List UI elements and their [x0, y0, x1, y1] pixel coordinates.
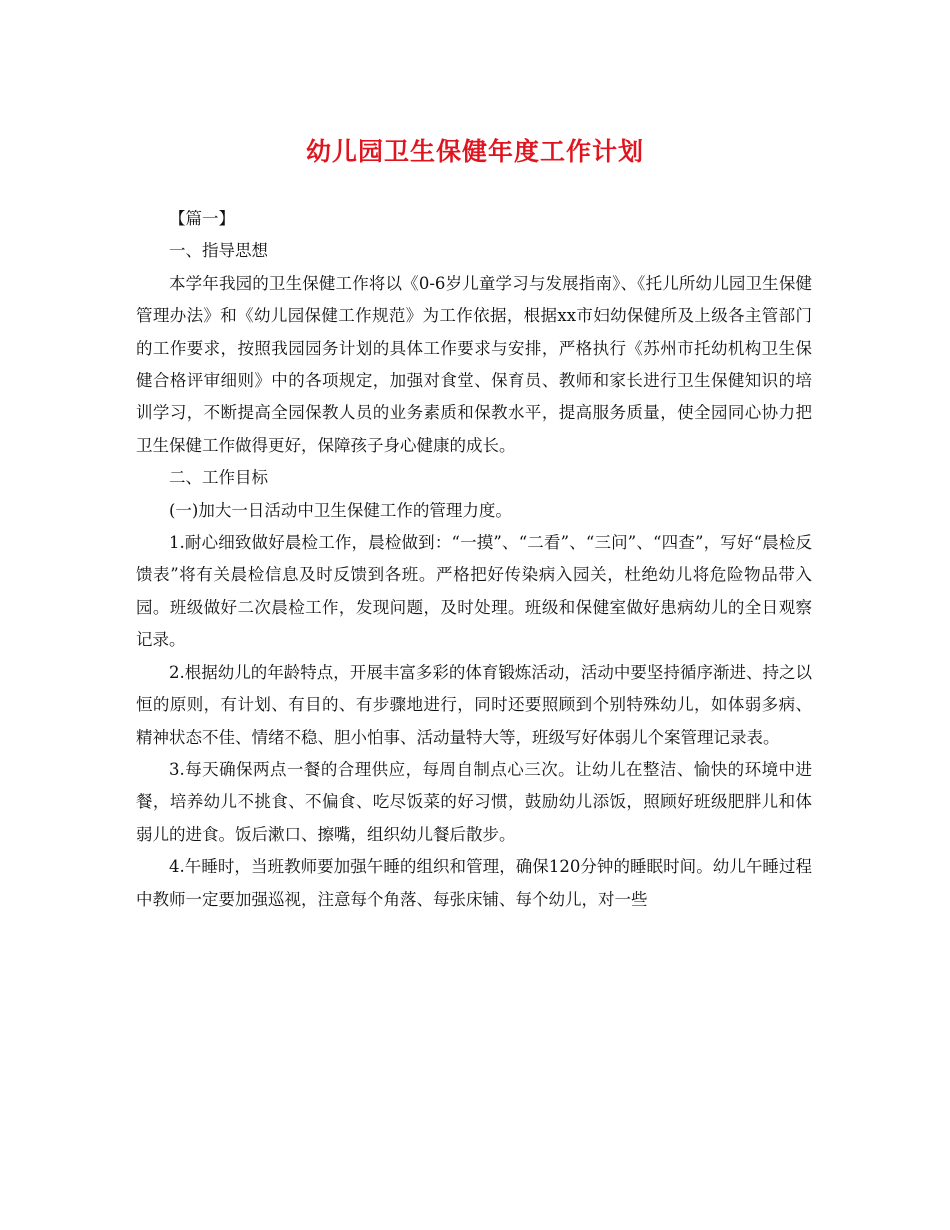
paragraph-item-4: 4.午睡时，当班教师要加强午睡的组织和管理，确保120分钟的睡眠时间。幼儿午睡过程中教师一定要加强巡视，注意每个角落、每张床铺、每个幼儿，对一些 — [136, 857, 812, 909]
paragraph-item-2: 2.根据幼儿的年龄特点，开展丰富多彩的体育锻炼活动，活动中要坚持循序渐进、持之以恒的原则，有计划、有目的、有步骤地进行，同时还要照顾到个别特殊幼儿，如体弱多病、精神状态不佳、情绪不稳、胆小怕事、活动量特大等，班级写好体弱儿个案管理记录表。 — [136, 662, 812, 747]
paragraph-item-3: 3.每天确保两点一餐的合理供应，每周自制点心三次。让幼儿在整洁、愉快的环境中进餐，培养幼儿不挑食、不偏食、吃尽饭菜的好习惯，鼓励幼儿添饭，照顾好班级肥胖儿和体弱儿的进食。饭后漱口、擦嘴，组织幼儿餐后散步。 — [136, 759, 812, 844]
paragraph-item-1: 1.耐心细致做好晨检工作，晨检做到：“一摸”、“二看”、“三问”、“四查”，写好“晨检反馈表”将有关晨检信息及时反馈到各班。严格把好传染病入园关，杜绝幼儿将危险物品带入园。班级做好二次晨检工作，发现问题，及时处理。班级和保健室做好患病幼儿的全日观察记录。 — [136, 533, 812, 650]
document-title: 幼儿园卫生保健年度工作计划 — [305, 137, 644, 166]
subheading-daily-activities: (一)加大一日活动中卫生保健工作的管理力度。 — [169, 500, 512, 520]
section-tag: 【篇一】 — [169, 209, 235, 228]
heading-guiding-principle: 一、指导思想 — [169, 241, 268, 261]
paragraph-guiding-principle: 本学年我园的卫生保健工作将以《0-6岁儿童学习与发展指南》、《托儿所幼儿园卫生保健管理办法》和《幼儿园保健工作规范》为工作依据，根据xx市妇幼保健所及上级各主管部门的工作要求，按照我园园务计划的具体工作要求与安排，严格执行《苏州市托幼机构卫生保健合格评审细则》中的各项规定，加强对食堂、保育员、教师和家长进行卫生保健知识的培训学习，不断提高全园保教人员的业务素质和保教水平，提高服务质量，使全园同心协力把卫生保健工作做得更好，保障孩子身心健康的成长。 — [136, 273, 812, 455]
document-body — [136, 203, 812, 916]
heading-work-goals: 二、工作目标 — [169, 468, 268, 488]
